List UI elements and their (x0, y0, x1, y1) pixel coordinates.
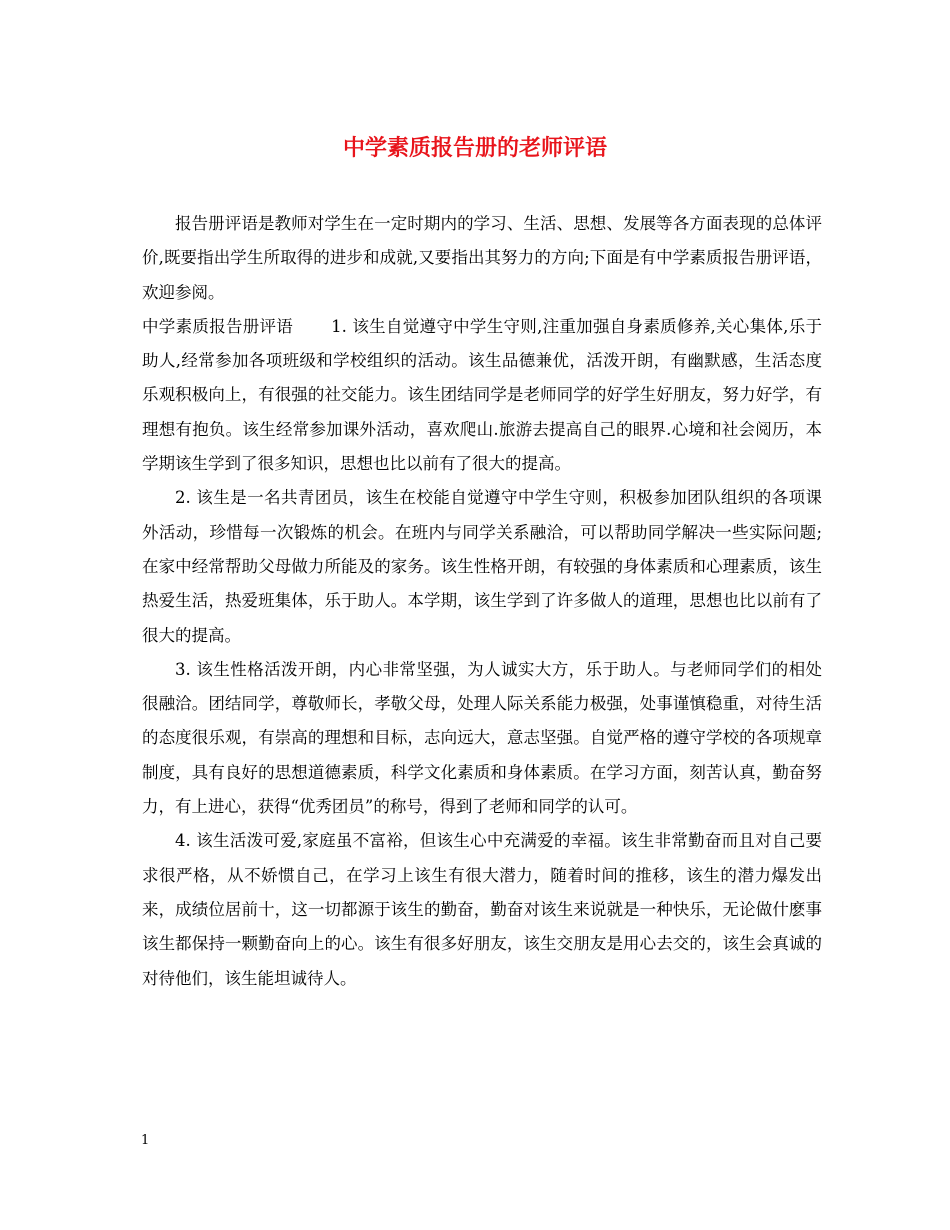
page-number: 1 (141, 1133, 150, 1148)
document-body (142, 207, 822, 996)
comment-paragraph-3: 3. 该生性格活泼开朗，内心非常坚强，为人诚实大方，乐于助人。与老师同学们的相处很融洽。团结同学，尊敬师长，孝敬父母，处理人际关系能力极强，处事谨慎稳重，对待生活的态度很乐观，有崇高的理想和目标，志向远大，意志坚强。自觉严格的遵守学校的各项规章制度，具有良好的思想道德素质，科学文化素质和身体素质。在学习方面，刻苦认真，勤奋努力，有上进心，获得“优秀团员”的称号，得到了老师和同学的认可。 (142, 659, 822, 817)
intro-paragraph: 报告册评语是教师对学生在一定时期内的学习、生活、思想、发展等各方面表现的总体评价,既要指出学生所取得的进步和成就,又要指出其努力的方向;下面是有中学素质报告册评语，欢迎参阅。 (142, 214, 822, 302)
section-heading: 中学素质报告册评语 (142, 316, 294, 336)
comment-paragraph-1 (142, 310, 822, 481)
comment-text-1: 1. 该生自觉遵守中学生守则,注重加强自身素质修养,关心集体,乐于助人,经常参加各项班级和学校组织的活动。该生品德兼优，活泼开朗，有幽默感，生活态度乐观积极向上，有很强的社交能力。该生团结同学是老师同学的好学生好朋友，努力好学，有理想有抱负。该生经常参加课外活动，喜欢爬山.旅游去提高自己的眼界.心境和社会阅历，本学期该生学到了很多知识，思想也比以前有了很大的提高。 (142, 316, 822, 474)
document-title: 中学素质报告册的老师评语 (342, 135, 607, 161)
comment-paragraph-2: 2. 该生是一名共青团员，该生在校能自觉遵守中学生守则，积极参加团队组织的各项课外活动，珍惜每一次锻炼的机会。在班内与同学关系融洽，可以帮助同学解决一些实际问题;在家中经常帮助父母做力所能及的家务。该生性格开朗，有较强的身体素质和心理素质，该生热爱生活，热爱班集体，乐于助人。本学期，该生学到了许多做人的道理，思想也比以前有了很大的提高。 (142, 488, 822, 645)
comment-paragraph-4: 4. 该生活泼可爱,家庭虽不富裕，但该生心中充满爱的幸福。该生非常勤奋而且对自己要求很严格，从不娇惯自己，在学习上该生有很大潜力，随着时间的推移，该生的潜力爆发出来，成绩位居前十，这一切都源于该生的勤奋，勤奋对该生来说就是一种快乐，无论做什麽事该生都保持一颗勤奋向上的心。该生有很多好朋友，该生交朋友是用心去交的，该生会真诚的对待他们，该生能坦诚待人。 (142, 831, 822, 988)
